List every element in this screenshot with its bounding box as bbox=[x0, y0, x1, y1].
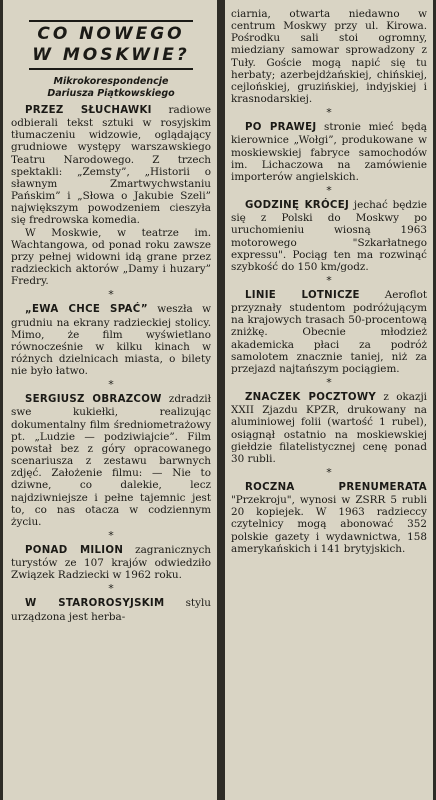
article-item bbox=[11, 303, 211, 377]
article-paragraph bbox=[11, 544, 211, 581]
article-text: Aeroflot przyznały studentom podróżującym na krajowych trasach 50-procentową zniżkę. Obecnie młodzież akademicka płaci za podróż samolotem znacznie taniej, niż za przejazd najtańszym pociągiem. bbox=[231, 288, 428, 375]
article-paragraph bbox=[11, 104, 211, 227]
article-paragraph bbox=[11, 597, 211, 622]
article-lead: PO PRAWEJ bbox=[245, 122, 317, 134]
masthead-author: Dariusza Piątkowskiego bbox=[47, 88, 175, 99]
left-column bbox=[3, 0, 217, 800]
article-lead: ROCZNA PRENUMERATA bbox=[245, 482, 427, 493]
article-lead: GODZINĘ KRÓCEJ bbox=[245, 200, 350, 212]
article-paragraph bbox=[231, 121, 427, 183]
article-lead: SERGIUSZ OBRAZCOW bbox=[25, 394, 162, 406]
article-lead: PONAD MILION bbox=[25, 545, 124, 556]
masthead bbox=[11, 20, 211, 100]
article-item bbox=[11, 544, 211, 581]
article-item bbox=[231, 199, 427, 273]
star-separator: * bbox=[108, 288, 114, 302]
article-lead: ZNACZEK POCZTOWY bbox=[245, 392, 377, 404]
star-separator: * bbox=[326, 273, 332, 287]
masthead-rule-top bbox=[29, 20, 193, 22]
article-item bbox=[231, 121, 427, 183]
article-paragraph: ciarnia, otwarta niedawno w centrum Moskwy przy ul. Kirowa. Pośrodku sali stoi ogromny, miedziany samowar sprowadzony z Tuły. Goście mogą napić się tu herbaty; azerbejdżańskiej, chińskiej, cejlońskiej, gruzińskiej, indyjskiej i krasnodarskiej. bbox=[231, 8, 427, 106]
article-item bbox=[231, 391, 427, 465]
article-lead: W STAROROSYJSKIM bbox=[25, 598, 165, 610]
star-separator: * bbox=[108, 582, 114, 596]
article-item bbox=[231, 481, 427, 555]
masthead-title-line2: W MOSKWIE? bbox=[32, 45, 190, 65]
article-paragraph bbox=[231, 391, 427, 465]
masthead-subtitle: Mikrokorespondencje bbox=[53, 76, 169, 87]
article-text: stronie mieć będą kierownice „Wołgi”, produkowane w moskiewskiej fabryce samochodów im. Lichaczowa na zamówienie importerów angielskich. bbox=[231, 121, 427, 183]
article-text: z okazji XXII Zjazdu KPZR, drukowany na aluminiowej folii (wartość 1 rubel), osiągnął ostatnio na moskiewskiej giełdzie filatelistycznej cenę ponad 30 rubli. bbox=[231, 391, 427, 465]
article-lead: „EWA CHCE SPAĆ” bbox=[25, 304, 148, 316]
star-separator: * bbox=[326, 376, 332, 390]
star-separator: * bbox=[326, 466, 332, 479]
article-lead: LINIE LOTNICZE bbox=[245, 289, 360, 301]
article-text: jechać będzie się z Polski do Moskwy po uruchomieniu wiosną 1963 motorowego "Szkarłatnego expressu". Pociąg ten ma rozwinąć szybkość do 150 km/godz. bbox=[231, 199, 427, 273]
article-paragraph bbox=[231, 289, 427, 375]
article-item bbox=[231, 289, 427, 375]
article-text: stylu urządzona jest herba- bbox=[11, 597, 211, 623]
article-item bbox=[231, 8, 427, 105]
article-paragraph bbox=[231, 199, 427, 273]
right-column bbox=[225, 0, 433, 800]
star-separator: * bbox=[326, 106, 332, 120]
article-text: weszła w grudniu na ekrany radzieckiej stolicy. Mimo, że film wyświetlano równocześnie w kilku kinach w różnych dzielnicach miasta, o bilety nie było łatwo. bbox=[11, 303, 211, 378]
article-item bbox=[11, 393, 211, 528]
masthead-rule-bottom bbox=[29, 68, 193, 70]
star-separator: * bbox=[108, 378, 114, 392]
article-text: "Przekroju", wynosi w ZSRR 5 rubli 20 kopiejek. W 1963 radzieccy czytelnicy mogą abonować 352 polskie gazety i wydawnictwa, 158 amerykańskich i 141 brytyjskich. bbox=[231, 494, 427, 555]
article-item bbox=[11, 104, 211, 287]
article-paragraph bbox=[11, 303, 211, 377]
article-lead: PRZEZ SŁUCHAWKI bbox=[25, 105, 152, 116]
article-text: zdradził swe kukiełki, realizując dokumentalny film średniometrażowy pt. „Ludzie — podziwiajcie”. Film powstał bez z góry opracowanego scenariusza z zestawu barwnych zdjęć. Założenie filmu: — Nie to dziwne, co dalekie, lecz najdziwniejsze i pełne tajemnic jest to, co nas otacza w codziennym życiu. bbox=[11, 393, 211, 528]
article-paragraph-extra: W Moskwie, w teatrze im. Wachtangowa, od ponad roku zawsze przy pełnej widowni idą grane przez radzieckich aktorów „Damy i huzary” Fredry. bbox=[11, 226, 211, 288]
article-paragraph bbox=[231, 481, 427, 555]
masthead-title-line1: CO NOWEGO bbox=[37, 24, 185, 44]
star-separator: * bbox=[326, 184, 332, 198]
article-paragraph bbox=[11, 393, 211, 528]
article-text: zagranicznych turystów ze 107 krajów odwiedziło Związek Radziecki w 1962 roku. bbox=[11, 544, 211, 582]
article-item bbox=[11, 597, 211, 622]
star-separator: * bbox=[108, 529, 114, 542]
article-text: radiowe odbierali tekst sztuki w rosyjskim tłumaczeniu widzowie, oglądający grudniowe występy warszawskiego Teatru Narodowego. Z trzech spektakli: „Zemsty”, „Historii o sławnym Zmartwychwstaniu Pańskim” i „Słowa o Jakubie Szeli” największym powodzeniem cieszyła się fredrowska komedia. bbox=[11, 104, 211, 227]
